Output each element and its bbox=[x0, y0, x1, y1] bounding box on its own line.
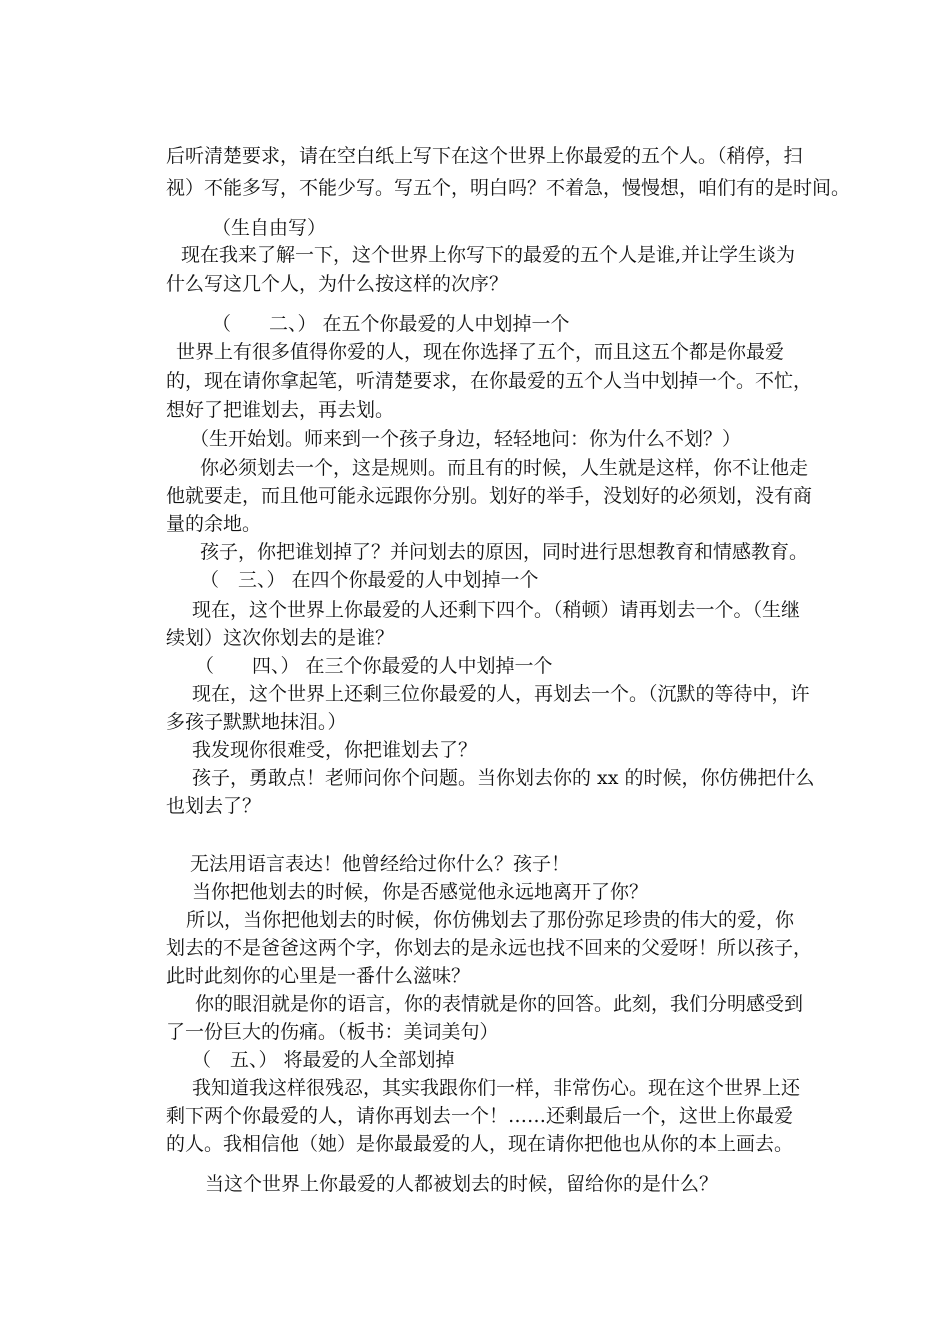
section-heading: （ 三、） 在四个你最爱的人中划掉一个 bbox=[200, 569, 539, 591]
paragraph-line: 也划去了？ bbox=[166, 795, 262, 817]
paragraph-line: 孩子，勇敢点！老师问你个问题。当你划去你的 xx 的时候，你仿佛把什么 bbox=[192, 767, 815, 789]
paragraph-line: 此时此刻你的心里是一番什么滋味？ bbox=[166, 965, 471, 987]
paragraph-line: 世界上有很多值得你爱的人，现在你选择了五个，而且这五个都是你最爱 bbox=[176, 341, 785, 363]
paragraph-line: 量的余地。 bbox=[166, 513, 262, 535]
paragraph-line: 你的眼泪就是你的语言，你的表情就是你的回答。此刻，我们分明感受到 bbox=[195, 993, 804, 1015]
paragraph-line: 后听清楚要求，请在空白纸上写下在这个世界上你最爱的五个人。（稍停，扫 bbox=[166, 145, 803, 167]
paragraph-line: 的人。我相信他（她）是你最最爱的人，现在请你把他也从你的本上画去。 bbox=[166, 1133, 794, 1155]
paragraph-line: 孩子，你把谁划掉了？并问划去的原因，同时进行思想教育和情感教育。 bbox=[200, 541, 809, 563]
paragraph-line: （生开始划。师来到一个孩子身边，轻轻地问：你为什么不划？） bbox=[190, 428, 742, 450]
paragraph-line: 现在，这个世界上你最爱的人还剩下四个。（稍顿）请再划去一个。（生继 bbox=[192, 599, 801, 621]
paragraph-line: 现在我来了解一下，这个世界上你写下的最爱的五个人是谁,并让学生谈为 bbox=[181, 244, 796, 266]
paragraph-line: 了一份巨大的伤痛。（板书：美词美句） bbox=[166, 1021, 499, 1043]
paragraph-line: 什么写这几个人，为什么按这样的次序？ bbox=[166, 273, 509, 295]
paragraph-line: 视）不能多写，不能少写。写五个，明白吗？不着急，慢慢想，咱们有的是时间。 bbox=[166, 177, 851, 199]
paragraph-line: 现在，这个世界上还剩三位你最爱的人，再划去一个。（沉默的等待中，许 bbox=[192, 683, 810, 705]
paragraph-line: 想好了把谁划去，再去划。 bbox=[166, 399, 395, 421]
paragraph-line: 你必须划去一个，这是规则。而且有的时候，人生就是这样，你不让他走 bbox=[200, 457, 809, 479]
paragraph-line: 当你把他划去的时候，你是否感觉他永远地离开了你？ bbox=[192, 881, 649, 903]
paragraph-line: 多孩子默默地抹泪。） bbox=[166, 711, 347, 733]
paragraph-line: 无法用语言表达！他曾经给过你什么？孩子！ bbox=[190, 853, 571, 875]
section-heading: （ 五、） 将最爱的人全部划掉 bbox=[192, 1049, 455, 1071]
paragraph-line: 的，现在请你拿起笔，听清楚要求，在你最爱的五个人当中划掉一个。不忙， bbox=[166, 370, 813, 392]
paragraph-line: 他就要走，而且他可能永远跟你分别。划好的举手，没划好的必须划，没有商 bbox=[166, 485, 813, 507]
paragraph-line: 当这个世界上你最爱的人都被划去的时候，留给你的是什么？ bbox=[205, 1173, 719, 1195]
paragraph-line: 剩下两个你最爱的人，请你再划去一个！……还剩最后一个，这世上你最爱 bbox=[166, 1105, 794, 1127]
paragraph-line: 我知道我这样很残忍，其实我跟你们一样，非常伤心。现在这个世界上还 bbox=[192, 1077, 801, 1099]
paragraph-line: 我发现你很难受，你把谁划去了？ bbox=[192, 739, 478, 761]
paragraph-line: 续划）这次你划去的是谁？ bbox=[166, 627, 395, 649]
paragraph-line: 划去的不是爸爸这两个字，你划去的是永远也找不回来的父爱呀！所以孩子， bbox=[166, 937, 813, 959]
paragraph-line: 所以，当你把他划去的时候，你仿佛划去了那份弥足珍贵的伟大的爱，你 bbox=[186, 909, 795, 931]
section-heading: （ 四、） 在三个你最爱的人中划掉一个 bbox=[195, 655, 553, 677]
paragraph-line: （生自由写） bbox=[212, 217, 327, 239]
section-heading: （ 二、） 在五个你最爱的人中划掉一个 bbox=[212, 313, 570, 335]
